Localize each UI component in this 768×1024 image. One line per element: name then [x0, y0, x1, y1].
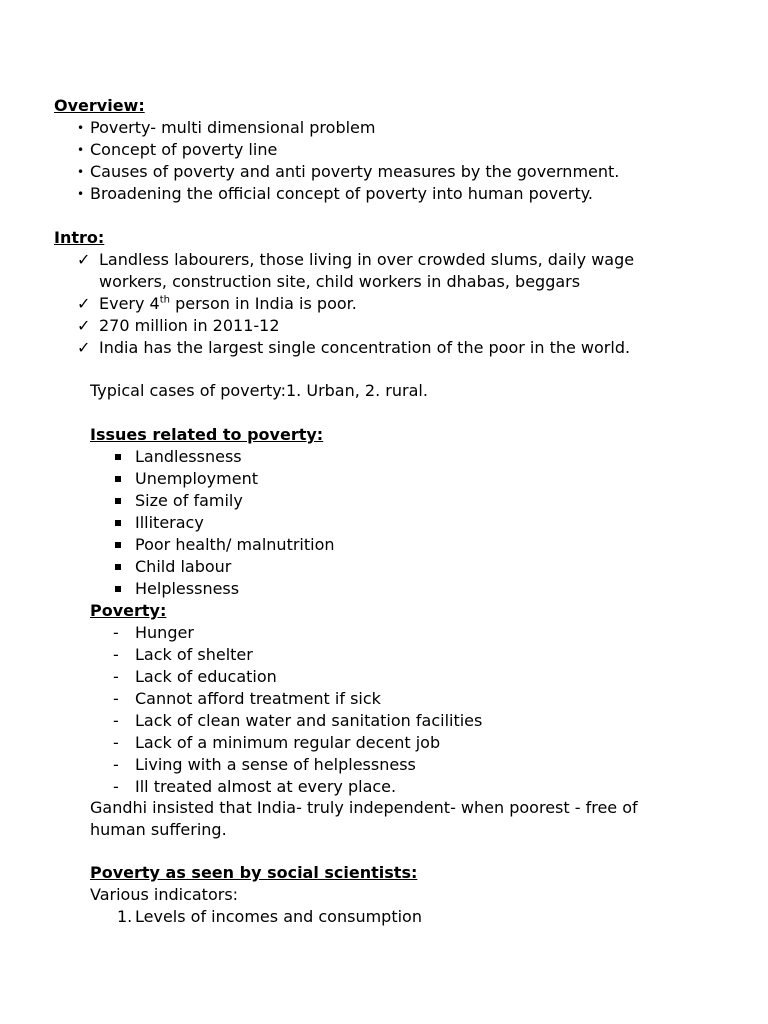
issues-item: Unemployment — [135, 469, 258, 488]
indicator-item: Levels of incomes and consumption — [135, 907, 422, 926]
typical-cases-text: Typical cases of poverty:1. Urban, 2. rural. — [90, 381, 428, 400]
bullet-marker: • — [77, 143, 85, 157]
checkmark-icon: ✓ — [77, 316, 91, 335]
poverty-item: Cannot afford treatment if sick — [135, 689, 381, 708]
poverty-item: Ill treated almost at every place. — [135, 777, 397, 796]
issues-item: Poor health/ malnutrition — [135, 535, 335, 554]
intro-item-continued: workers, construction site, child workers in dhabas, beggars — [99, 272, 581, 291]
poverty-item: Hunger — [135, 623, 194, 642]
poverty-item: Lack of a minimum regular decent job — [135, 733, 441, 752]
intro-item: India has the largest single concentration of the poor in the world. — [99, 338, 631, 357]
poverty-heading: Poverty: — [90, 601, 167, 620]
dash-marker: - — [113, 689, 119, 708]
issues-item: Illiteracy — [135, 513, 204, 532]
list-number: 1. — [117, 907, 133, 926]
dash-marker: - — [113, 711, 119, 730]
square-bullet-icon — [115, 498, 121, 504]
issues-item: Landlessness — [135, 447, 242, 466]
bullet-marker: • — [77, 165, 85, 179]
dash-marker: - — [113, 667, 119, 686]
indicators-subheading: Various indicators: — [90, 885, 239, 904]
checkmark-icon: ✓ — [77, 250, 91, 269]
overview-item: Causes of poverty and anti poverty measures by the government. — [90, 162, 620, 181]
issues-item: Child labour — [135, 557, 232, 576]
social-scientists-heading: Poverty as seen by social scientists: — [90, 863, 418, 882]
dash-marker: - — [113, 777, 119, 796]
issues-item: Size of family — [135, 491, 243, 510]
dash-marker: - — [113, 755, 119, 774]
intro-item: 270 million in 2011-12 — [99, 316, 280, 335]
bullet-marker: • — [77, 187, 85, 201]
poverty-item: Lack of shelter — [135, 645, 253, 664]
checkmark-icon: ✓ — [77, 294, 91, 313]
poverty-item: Living with a sense of helplessness — [135, 755, 416, 774]
poverty-item: Lack of clean water and sanitation facilities — [135, 711, 483, 730]
square-bullet-icon — [115, 454, 121, 460]
overview-item: Poverty- multi dimensional problem — [90, 118, 376, 137]
intro-item: Every 4th person in India is poor. — [99, 294, 357, 313]
overview-item: Broadening the official concept of poverty into human poverty. — [90, 184, 594, 203]
dash-marker: - — [113, 733, 119, 752]
intro-heading: Intro: — [54, 228, 105, 247]
gandhi-text: Gandhi insisted that India- truly independent- when poorest - free of — [90, 798, 638, 817]
checkmark-icon: ✓ — [77, 338, 91, 357]
square-bullet-icon — [115, 586, 121, 592]
bullet-marker: • — [77, 121, 85, 135]
square-bullet-icon — [115, 542, 121, 548]
dash-marker: - — [113, 623, 119, 642]
square-bullet-icon — [115, 520, 121, 526]
issues-heading: Issues related to poverty: — [90, 425, 324, 444]
poverty-item: Lack of education — [135, 667, 277, 686]
overview-heading: Overview: — [54, 96, 145, 115]
square-bullet-icon — [115, 476, 121, 482]
square-bullet-icon — [115, 564, 121, 570]
gandhi-text-continued: human suffering. — [90, 820, 227, 839]
dash-marker: - — [113, 645, 119, 664]
issues-item: Helplessness — [135, 579, 240, 598]
overview-item: Concept of poverty line — [90, 140, 278, 159]
intro-item: Landless labourers, those living in over crowded slums, daily wage — [99, 250, 635, 269]
